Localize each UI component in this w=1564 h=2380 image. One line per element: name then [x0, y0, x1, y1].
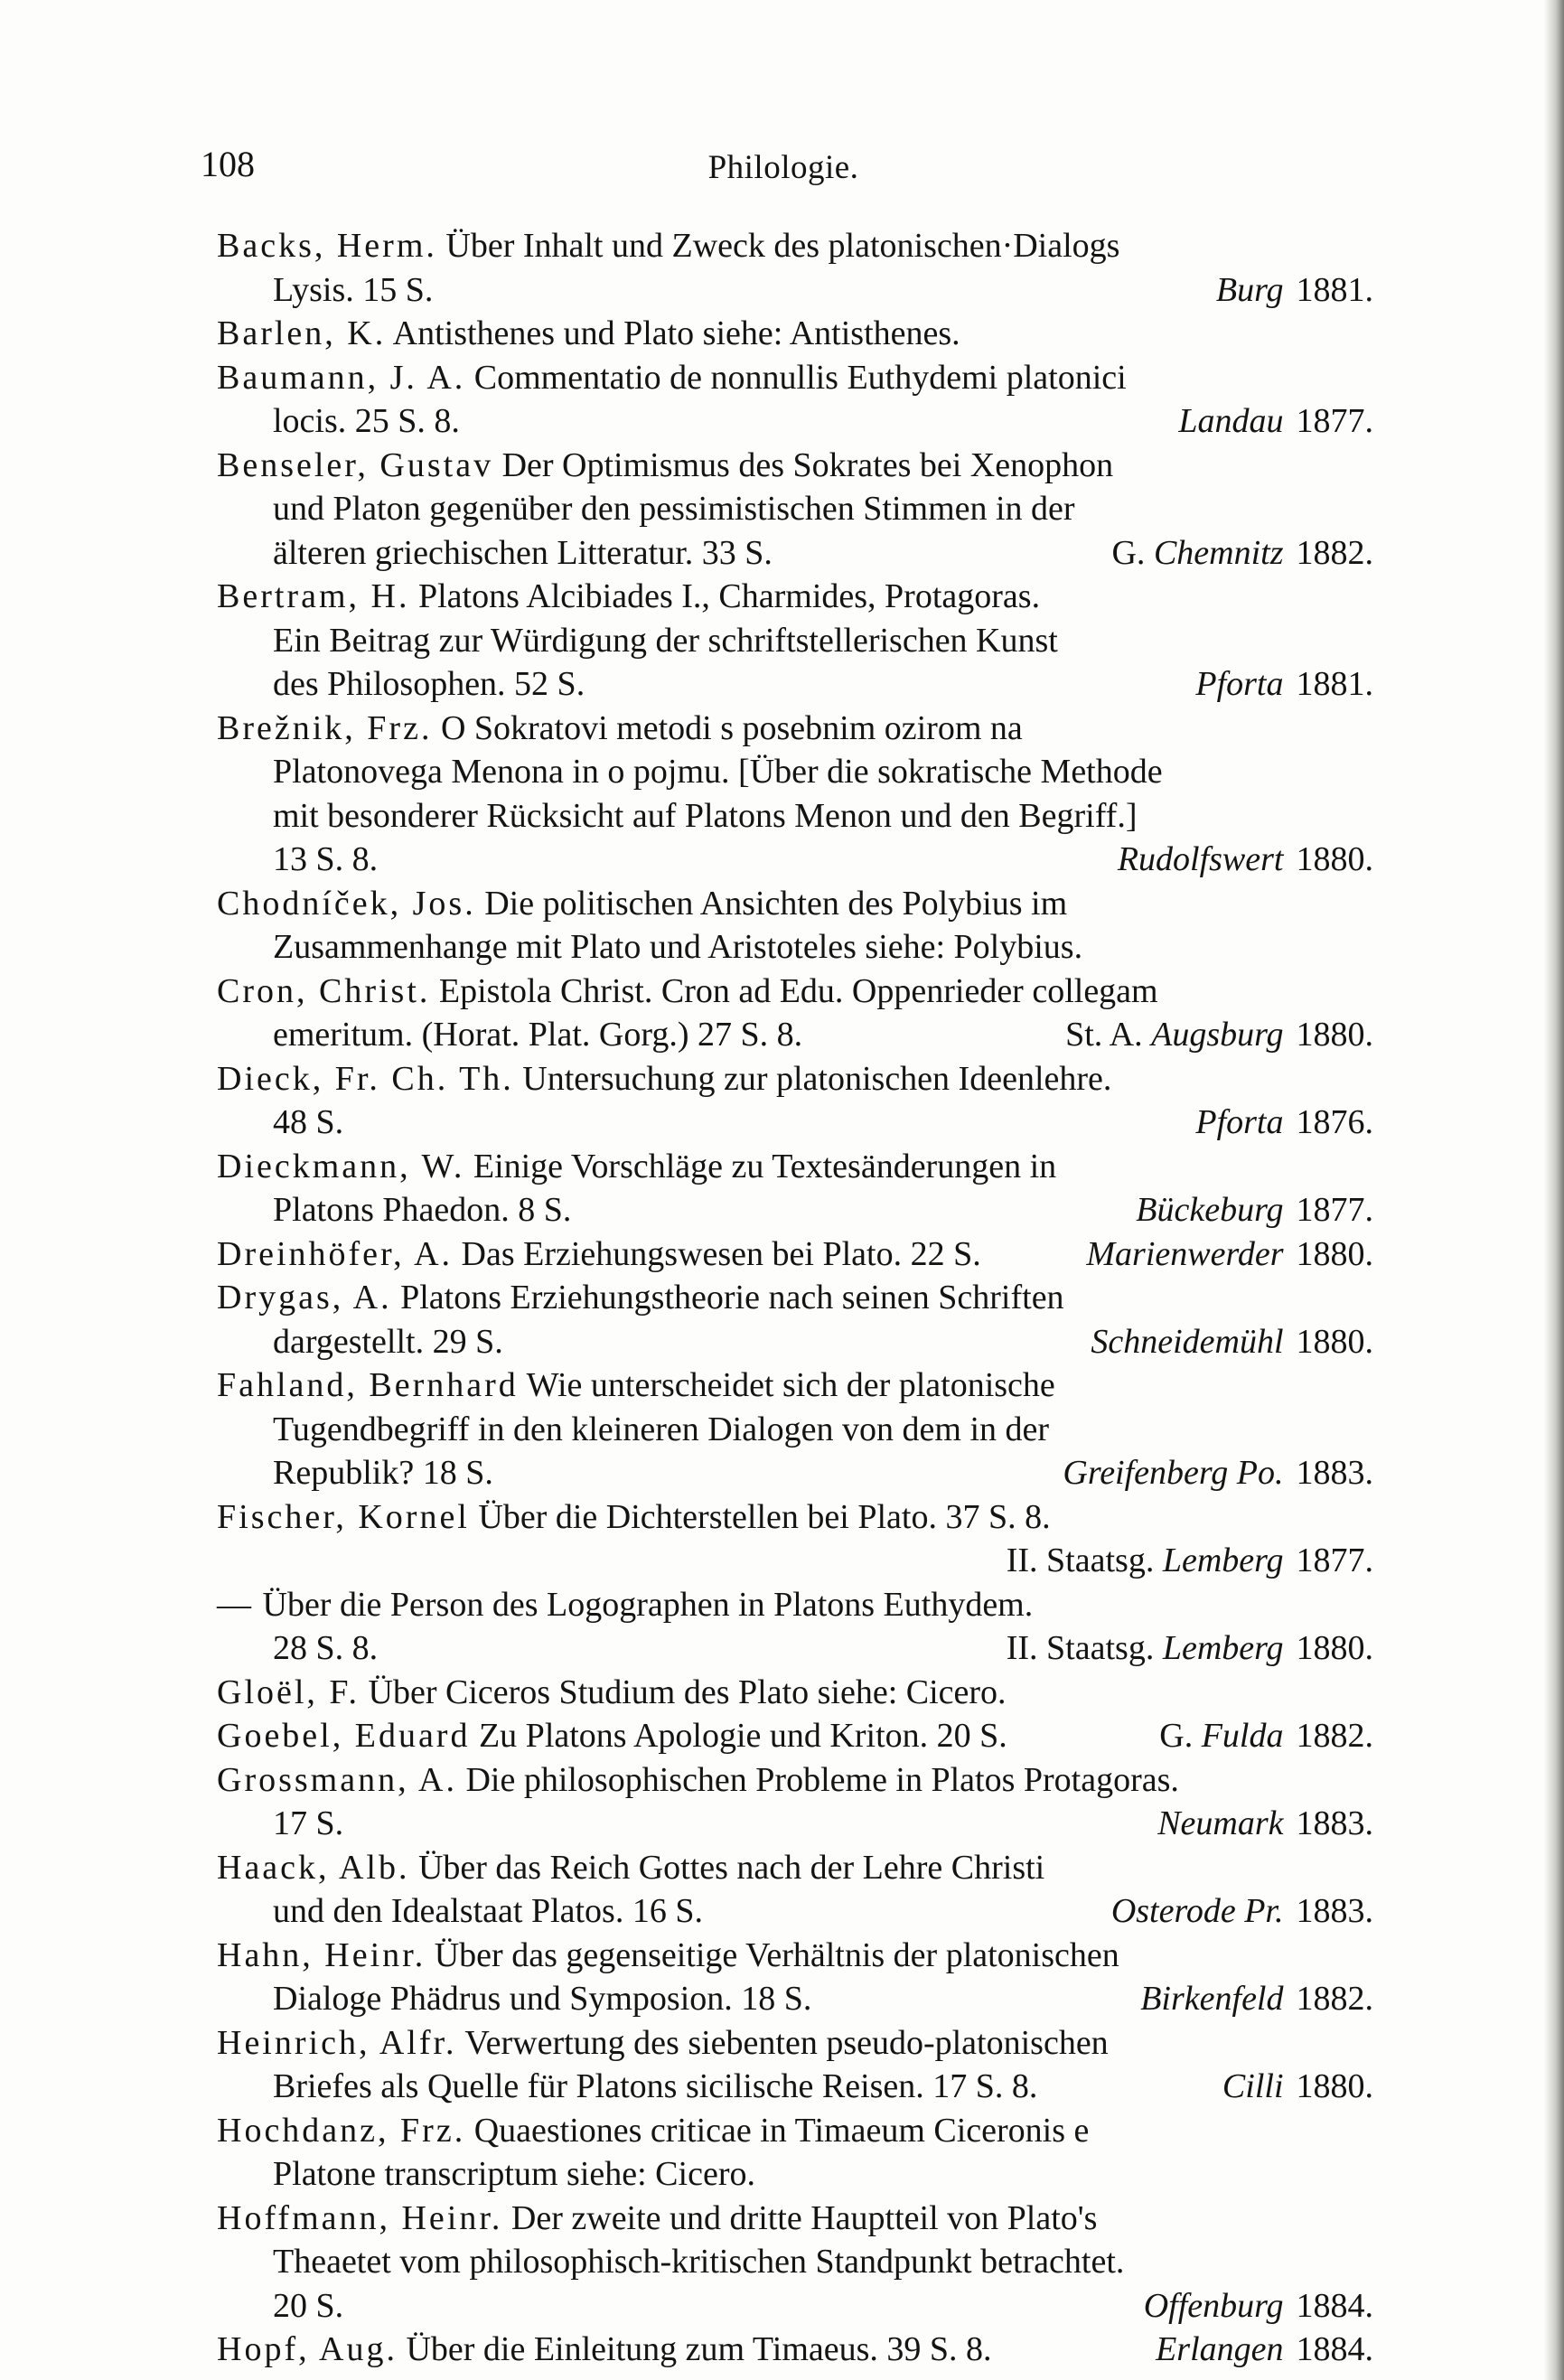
entry-line	[217, 1363, 1373, 1408]
entry-text	[273, 1013, 802, 1057]
entry-author: Drygas, A.	[217, 1279, 392, 1316]
entry-line	[217, 1451, 1373, 1495]
entry-line	[217, 2021, 1373, 2066]
entry-title: und den Idealstaat Platos. 16 S.	[273, 1892, 703, 1930]
entry-text	[273, 487, 1075, 531]
bibliography-entry	[217, 2021, 1373, 2109]
publication-place: Pforta	[1195, 1103, 1284, 1141]
entry-author: Benseler, Gustav	[217, 445, 494, 484]
entry-text	[273, 1188, 571, 1232]
entry-line	[217, 1626, 1373, 1671]
entry-text	[273, 1101, 343, 1145]
entry-text	[217, 882, 1067, 926]
bibliography-entry	[217, 2197, 1373, 2328]
entry-title: Platone transcriptum siehe: Cicero.	[273, 2155, 755, 2193]
entry-author: Brežnik, Frz.	[217, 708, 433, 747]
publication-info	[1216, 268, 1373, 313]
entry-line	[217, 2197, 1373, 2241]
entry-title: Der Optimismus des Sokrates bei Xenophon	[501, 445, 1114, 484]
publication-info	[1178, 399, 1373, 444]
bibliography-entry	[217, 1232, 1373, 1277]
bibliography-entry	[217, 882, 1373, 970]
publication-info	[1091, 1320, 1373, 1364]
entry-author: —	[217, 1585, 254, 1624]
entry-line	[217, 531, 1373, 576]
bibliography-entry	[217, 1758, 1373, 1846]
entry-author: Hopf, Aug.	[217, 2330, 398, 2368]
entry-text	[217, 1758, 1179, 1803]
entry-author: Dieckmann, W.	[217, 1147, 465, 1185]
entry-line	[217, 1408, 1373, 1452]
bibliography-entry	[217, 2109, 1373, 2197]
entry-line	[217, 1013, 1373, 1057]
entry-text	[273, 1977, 811, 2021]
publication-place: Schneidemühl	[1091, 1322, 1284, 1361]
bibliography-entry	[217, 575, 1373, 707]
entry-author: Grossmann, A.	[217, 1760, 457, 1799]
bibliography-list	[217, 224, 1373, 2372]
publication-info	[1111, 1889, 1373, 1934]
publication-year: 1882.	[1296, 1980, 1373, 2018]
publication-place: Erlangen	[1156, 2330, 1284, 2368]
publication-year: 1880.	[1296, 2067, 1373, 2105]
entry-title: des Philosophen. 52 S.	[273, 665, 585, 703]
publication-year: 1882.	[1296, 1717, 1373, 1755]
entry-line	[217, 312, 1373, 356]
entry-text	[217, 1714, 1007, 1758]
school-type: II. Staatsg.	[1006, 1541, 1163, 1579]
entry-author: Hahn, Heinr.	[217, 1935, 426, 1974]
bibliography-entry	[217, 312, 1373, 356]
entry-text	[273, 662, 585, 707]
entry-text	[217, 2109, 1089, 2153]
bibliography-entry	[217, 1363, 1373, 1495]
bibliography-entry	[217, 444, 1373, 576]
publication-info	[1136, 1188, 1373, 1232]
entry-line	[217, 1977, 1373, 2021]
page-number: 108	[201, 144, 255, 184]
entry-title: Platons Erziehungstheorie nach seinen Schriften	[400, 1279, 1064, 1316]
entry-line	[217, 1714, 1373, 1758]
publication-place: Offenburg	[1143, 2286, 1284, 2325]
entry-text	[217, 444, 1113, 488]
entry-text	[217, 1934, 1119, 1978]
entry-title: Epistola Christ. Cron ad Edu. Oppenrieder collegam	[438, 971, 1158, 1010]
entry-author: Fahland, Bernhard	[217, 1366, 519, 1404]
bibliography-entry	[217, 1934, 1373, 2021]
entry-text	[273, 1626, 378, 1671]
entry-title: mit besonderer Rücksicht auf Platons Menon und den Begriff.]	[273, 796, 1138, 835]
entry-text	[217, 707, 1023, 751]
publication-info	[1222, 2065, 1373, 2109]
publication-place: Augsburg	[1151, 1016, 1284, 1054]
entry-author: Cron, Christ.	[217, 971, 431, 1010]
entry-title: 17 S.	[273, 1804, 344, 1842]
entry-line	[217, 707, 1373, 751]
entry-line	[217, 1057, 1373, 1101]
entry-text	[217, 1276, 1064, 1320]
publication-info	[1118, 838, 1373, 882]
entry-title: Über die Dichterstellen bei Plato. 37 S. 8.	[478, 1497, 1051, 1536]
entry-text	[273, 1408, 1049, 1452]
publication-year: 1884.	[1296, 2330, 1373, 2368]
entry-author: Heinrich, Alfr.	[217, 2023, 457, 2062]
entry-line	[217, 838, 1373, 882]
publication-place: Neumark	[1157, 1804, 1284, 1842]
entry-line	[217, 1802, 1373, 1846]
publication-year: 1880.	[1296, 1016, 1373, 1054]
publication-info	[1144, 2284, 1373, 2328]
entry-line	[217, 1846, 1373, 1890]
entry-text	[217, 1057, 1111, 1101]
publication-year: 1881.	[1296, 665, 1373, 703]
bibliography-entry	[217, 1276, 1373, 1363]
entry-text	[273, 750, 1163, 794]
publication-place: Lemberg	[1162, 1629, 1284, 1667]
entry-line	[217, 662, 1373, 707]
publication-year: 1880.	[1296, 1629, 1373, 1667]
entry-text	[273, 838, 378, 882]
entry-line	[217, 619, 1373, 663]
entry-title: Platons Phaedon. 8 S.	[273, 1191, 572, 1229]
bibliography-entry	[217, 1495, 1373, 1583]
entry-author: Dreinhöfer, A.	[217, 1234, 454, 1273]
entry-title: 13 S. 8.	[273, 840, 379, 878]
publication-year: 1880.	[1296, 840, 1373, 878]
publication-year: 1882.	[1296, 533, 1373, 572]
entry-text	[217, 970, 1158, 1014]
entry-line	[217, 1232, 1373, 1277]
publication-info	[1157, 1802, 1373, 1846]
entry-title: Der zweite und dritte Hauptteil von Plato's	[510, 2198, 1098, 2237]
entry-line	[217, 268, 1373, 313]
entry-text	[273, 2065, 1037, 2109]
publication-year: 1883.	[1296, 1454, 1373, 1492]
entry-line	[217, 750, 1373, 794]
entry-author: Barlen, K.	[217, 314, 387, 352]
publication-info	[1007, 1626, 1373, 1671]
entry-text	[217, 356, 1127, 400]
entry-line	[217, 2284, 1373, 2328]
entry-title: Die philosophischen Probleme in Platos Protagoras.	[465, 1760, 1179, 1799]
entry-author: Chodníček, Jos.	[217, 884, 476, 923]
publication-place: Marienwerder	[1086, 1234, 1284, 1273]
entry-text	[217, 1671, 1007, 1715]
entry-author: Fischer, Kornel	[217, 1497, 470, 1536]
entry-title: Ein Beitrag zur Würdigung der schriftstellerischen Kunst	[273, 621, 1058, 660]
publication-year: 1884.	[1296, 2286, 1373, 2325]
school-type: St. A.	[1065, 1016, 1152, 1054]
entry-author: Dieck, Fr. Ch. Th.	[217, 1059, 514, 1098]
entry-text	[217, 2021, 1109, 2066]
entry-title: Zu Platons Apologie und Kriton. 20 S.	[478, 1717, 1007, 1755]
publication-year: 1880.	[1296, 1234, 1373, 1273]
entry-line	[217, 2065, 1373, 2109]
entry-line	[217, 1101, 1373, 1145]
publication-info	[1007, 1539, 1373, 1583]
entry-text	[217, 1846, 1044, 1890]
page-edge-shadow	[1544, 0, 1564, 2380]
entry-text	[217, 1145, 1056, 1189]
entry-title: emeritum. (Horat. Plat. Gorg.) 27 S. 8.	[273, 1016, 803, 1054]
bibliography-entry	[217, 707, 1373, 882]
entry-line	[217, 2109, 1373, 2153]
entry-text	[217, 224, 1119, 268]
entry-author: Goebel, Eduard	[217, 1717, 471, 1755]
publication-place: Greifenberg Po.	[1063, 1454, 1284, 1492]
entry-text	[273, 2152, 755, 2197]
entry-title: Über Inhalt und Zweck des platonischen·Dialogs	[445, 227, 1120, 265]
entry-line	[217, 2328, 1373, 2372]
entry-line	[217, 1188, 1373, 1232]
publication-place: Lemberg	[1162, 1541, 1284, 1579]
publication-place: Bückeburg	[1136, 1191, 1284, 1229]
entry-title: Quaestiones criticae in Timaeum Ciceronis e	[473, 2111, 1090, 2150]
entry-text	[217, 2328, 992, 2372]
entry-line	[217, 1583, 1373, 1627]
entry-text	[273, 925, 1082, 970]
entry-line	[217, 1934, 1373, 1978]
publication-place: Birkenfeld	[1140, 1980, 1284, 2018]
entry-title: Republik? 18 S.	[273, 1454, 493, 1492]
entry-title: Über Ciceros Studium des Plato siehe: Cicero.	[368, 1673, 1007, 1711]
entry-text	[273, 1320, 503, 1364]
entry-title: O Sokratovi metodi s posebnim ozirom na	[440, 708, 1023, 747]
entry-title: Die politischen Ansichten des Polybius im	[484, 884, 1068, 923]
entry-line	[217, 2152, 1373, 2197]
entry-title: älteren griechischen Litteratur. 33 S.	[273, 533, 773, 572]
publication-info	[1140, 1977, 1373, 2021]
entry-title: Lysis. 15 S.	[273, 270, 434, 309]
bibliography-entry	[217, 356, 1373, 444]
entry-line	[217, 794, 1373, 839]
entry-text	[273, 2284, 343, 2328]
entry-text	[273, 399, 460, 444]
entry-line	[217, 356, 1373, 400]
school-type: II. Staatsg.	[1006, 1629, 1163, 1667]
entry-text	[273, 1451, 493, 1495]
entry-title: 20 S.	[273, 2286, 344, 2325]
entry-text	[273, 2240, 1124, 2284]
entry-text	[217, 1363, 1055, 1408]
entry-line	[217, 1671, 1373, 1715]
entry-title: 48 S.	[273, 1103, 344, 1141]
entry-title: Theaetet vom philosophisch-kritischen Standpunkt betrachtet.	[273, 2243, 1125, 2281]
entry-text	[273, 1802, 343, 1846]
publication-place: Cilli	[1222, 2067, 1284, 2105]
entry-text	[217, 1232, 981, 1277]
entry-text	[217, 1583, 1033, 1627]
publication-year: 1876.	[1296, 1103, 1373, 1141]
entry-title: Untersuchung zur platonischen Ideenlehre.	[522, 1059, 1112, 1098]
entry-text	[217, 2197, 1097, 2241]
publication-info	[1159, 1714, 1373, 1758]
entry-line	[217, 399, 1373, 444]
entry-title: dargestellt. 29 S.	[273, 1322, 503, 1361]
page-header	[201, 143, 1366, 197]
publication-info	[1156, 2328, 1373, 2372]
entry-text	[217, 575, 1040, 619]
entry-title: locis. 25 S. 8.	[273, 402, 460, 440]
entry-line	[217, 444, 1373, 488]
entry-title: 28 S. 8.	[273, 1629, 379, 1667]
entry-title: Antisthenes und Plato siehe: Antisthenes.	[392, 314, 960, 352]
entry-text	[273, 619, 1058, 663]
publication-year: 1880.	[1296, 1322, 1373, 1361]
entry-title: Zusammenhange mit Plato und Aristoteles siehe: Polybius.	[273, 928, 1083, 966]
entry-title: Das Erziehungswesen bei Plato. 22 S.	[461, 1234, 981, 1273]
entry-line	[217, 1320, 1373, 1364]
entry-text	[273, 794, 1138, 839]
entry-text	[273, 531, 773, 576]
bibliography-entry	[217, 1671, 1373, 1715]
publication-year: 1883.	[1296, 1804, 1373, 1842]
entry-line	[217, 1495, 1373, 1540]
bibliography-entry	[217, 1057, 1373, 1145]
entry-author: Hoffmann, Heinr.	[217, 2198, 503, 2237]
bibliography-entry	[217, 1714, 1373, 1758]
entry-author: Hochdanz, Frz.	[217, 2111, 466, 2150]
entry-line	[217, 1758, 1373, 1803]
bibliography-entry	[217, 2328, 1373, 2372]
entry-author: Baumann, J. A.	[217, 358, 466, 397]
publication-year: 1877.	[1296, 1541, 1373, 1579]
entry-line	[217, 224, 1373, 268]
publication-year: 1883.	[1296, 1892, 1373, 1930]
entry-line	[217, 1539, 1373, 1583]
entry-title: Platonovega Menona in o pojmu. [Über die sokratische Methode	[273, 753, 1163, 791]
entry-line	[217, 1276, 1373, 1320]
entry-title: Platons Alcibiades I., Charmides, Protagoras.	[417, 577, 1041, 615]
entry-author: Gloël, F.	[217, 1673, 361, 1711]
publication-year: 1877.	[1296, 1191, 1373, 1229]
entry-line	[217, 882, 1373, 926]
publication-place: Pforta	[1195, 665, 1284, 703]
entry-title: Tugendbegriff in den kleineren Dialogen von dem in der	[273, 1410, 1050, 1448]
publication-info	[1086, 1232, 1373, 1277]
entry-line	[217, 1145, 1373, 1189]
entry-text	[217, 312, 960, 356]
entry-title: Über das gegenseitige Verhältnis der platonischen	[434, 1935, 1119, 1974]
school-type: G.	[1111, 533, 1154, 572]
entry-text	[217, 1495, 1051, 1540]
entry-line	[217, 970, 1373, 1014]
entry-line	[217, 487, 1373, 531]
entry-author: Backs, Herm.	[217, 227, 437, 265]
publication-place: Landau	[1178, 402, 1284, 440]
entry-title: Einige Vorschläge zu Textesänderungen in	[473, 1147, 1057, 1185]
publication-year: 1881.	[1296, 270, 1373, 309]
entry-title: Über die Einleitung zum Timaeus. 39 S. 8.	[406, 2330, 992, 2368]
school-type: G.	[1159, 1717, 1202, 1755]
publication-year: 1877.	[1296, 402, 1373, 440]
publication-info	[1063, 1451, 1373, 1495]
entry-title: Wie unterscheidet sich der platonische	[526, 1366, 1055, 1404]
entry-title: Über die Person des Logographen in Platons Euthydem.	[262, 1585, 1034, 1624]
entry-line	[217, 2240, 1373, 2284]
entry-title: Dialoge Phädrus und Symposion. 18 S.	[273, 1980, 812, 2018]
entry-text	[273, 268, 433, 313]
entry-author: Bertram, H.	[217, 577, 410, 615]
bibliography-entry	[217, 1145, 1373, 1232]
bibliography-entry	[217, 224, 1373, 312]
entry-title: Commentatio de nonnullis Euthydemi platonici	[473, 358, 1127, 397]
entry-title: Briefes als Quelle für Platons sicilische Reisen. 17 S. 8.	[273, 2067, 1038, 2105]
bibliography-entry	[217, 1846, 1373, 1934]
running-title: Philologie.	[707, 149, 859, 186]
publication-place: Fulda	[1201, 1717, 1284, 1755]
publication-info	[1195, 1101, 1373, 1145]
publication-place: Osterode Pr.	[1110, 1892, 1284, 1930]
entry-line	[217, 1889, 1373, 1934]
entry-line	[217, 925, 1373, 970]
publication-info	[1195, 662, 1373, 707]
publication-place: Rudolfswert	[1117, 840, 1284, 878]
entry-title: und Platon gegenüber den pessimistischen Stimmen in der	[273, 490, 1075, 528]
publication-info	[1111, 531, 1373, 576]
entry-title: Verwertung des siebenten pseudo-platonischen	[464, 2023, 1109, 2062]
publication-place: Chemnitz	[1153, 533, 1284, 572]
bibliography-entry	[217, 1583, 1373, 1671]
publication-place: Burg	[1215, 270, 1284, 309]
entry-text	[273, 1889, 703, 1934]
publication-info	[1065, 1013, 1373, 1057]
entry-author: Haack, Alb.	[217, 1848, 410, 1887]
entry-line	[217, 575, 1373, 619]
bibliography-entry	[217, 970, 1373, 1057]
entry-title: Über das Reich Gottes nach der Lehre Christi	[417, 1848, 1045, 1887]
